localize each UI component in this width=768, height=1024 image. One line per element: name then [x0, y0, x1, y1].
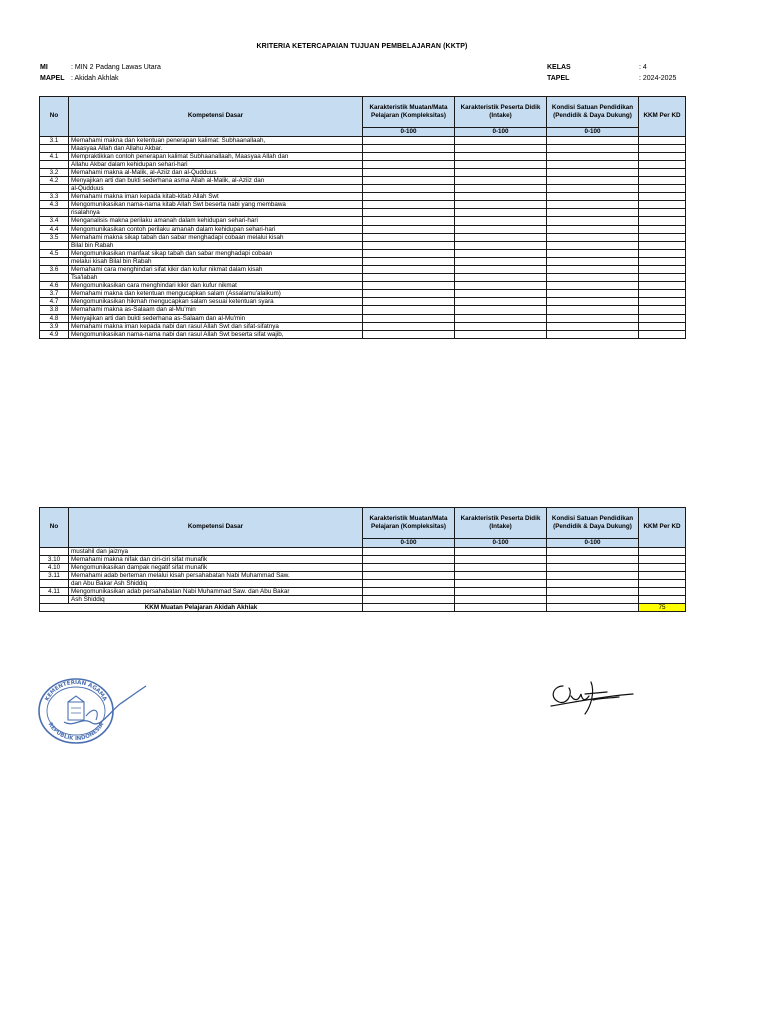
kd-text: Memahami makna sikap tabah dan sabar menghadapi cobaan melalui kisah [69, 233, 363, 241]
karakteristik-peserta-cell [455, 136, 547, 144]
kkm-cell [639, 233, 686, 241]
kkm-cell [639, 257, 686, 265]
kkm-cell [639, 201, 686, 209]
kd-text: Mengomunikasikan hikmah mengucapkan salam sesuai ketentuan syara [69, 298, 363, 306]
kondisi-satuan-cell [547, 306, 639, 314]
karakteristik-peserta-cell [455, 201, 547, 209]
kkm-cell [639, 596, 686, 604]
kd-number [40, 547, 69, 555]
kd-text: Memahami makna dan ketentuan mengucapkan salam (Assalamu'alaikum) [69, 290, 363, 298]
kondisi-satuan-cell [547, 571, 639, 579]
karakteristik-muatan-cell [363, 290, 455, 298]
table-row [40, 314, 686, 322]
table-row [40, 144, 686, 152]
meta-kelas [547, 63, 647, 73]
kd-number: 3.6 [40, 266, 69, 274]
table-row [40, 233, 686, 241]
kd-number [40, 209, 69, 217]
header-kompetensi-dasar: Kompetensi Dasar [69, 508, 363, 548]
table-row [40, 330, 686, 338]
karakteristik-peserta-cell [455, 249, 547, 257]
kd-text: Mengomunikasikan adab persahabatan Nabi Muhammad Saw. dan Abu Bakar [69, 587, 363, 595]
kd-text: Mengomunikasikan nama-nama nabi dan rasul Allah Swt beserta sifat wajib, [69, 330, 363, 338]
karakteristik-muatan-cell [363, 266, 455, 274]
kd-text: melalui kisah Bilal bin Rabah [69, 257, 363, 265]
karakteristik-muatan-cell [363, 555, 455, 563]
kkm-cell [639, 266, 686, 274]
header-kondisi-satuan: Kondisi Satuan Pendidikan (Pendidik & Daya Dukung) [547, 508, 639, 539]
karakteristik-peserta-cell [455, 176, 547, 184]
kd-text: Allahu Akbar dalam kehidupan sehari-hari [69, 160, 363, 168]
table-row [40, 257, 686, 265]
karakteristik-muatan-cell [363, 282, 455, 290]
header-karakteristik-muatan: Karakteristik Muatan/Mata Pelajaran (Kompleksitas) [363, 508, 455, 539]
table-row [40, 193, 686, 201]
table-row [40, 322, 686, 330]
table-row [40, 225, 686, 233]
kd-text: Maasyaa Allah dan Allahu Akbar. [69, 144, 363, 152]
kd-text: Mengomunikasikan cara menghindari kikir dan kufur nikmat [69, 282, 363, 290]
karakteristik-peserta-cell [455, 579, 547, 587]
header-no: No [40, 97, 69, 137]
karakteristik-peserta-cell [455, 274, 547, 282]
karakteristik-muatan-cell [363, 314, 455, 322]
kondisi-satuan-cell [547, 547, 639, 555]
kd-text: Memahami makna nifak dan ciri-ciri sifat munafik [69, 555, 363, 563]
header-karakteristik-peserta: Karakteristik Peserta Didik (Intake) [455, 97, 547, 128]
kondisi-satuan-cell [547, 298, 639, 306]
mi-value: : MIN 2 Padang Lawas Utara [71, 64, 161, 71]
karakteristik-muatan-cell [363, 241, 455, 249]
karakteristik-muatan-cell [363, 587, 455, 595]
table-row [40, 298, 686, 306]
meta-mi [40, 63, 161, 73]
tapel-label: TAPEL [547, 75, 570, 82]
kondisi-satuan-cell [547, 160, 639, 168]
kkm-cell [639, 555, 686, 563]
header-karakteristik-peserta: Karakteristik Peserta Didik (Intake) [455, 508, 547, 539]
kd-text: Menyajikan arti dan bukti sederhana as-Salaam dan al-Mu'min [69, 314, 363, 322]
kkm-cell [639, 571, 686, 579]
kd-number: 4.6 [40, 282, 69, 290]
karakteristik-muatan-cell [363, 579, 455, 587]
kd-number: 4.8 [40, 314, 69, 322]
table-row [40, 185, 686, 193]
kd-number [40, 257, 69, 265]
kd-number [40, 185, 69, 193]
table-row [40, 168, 686, 176]
kd-text: Menganalisis makna perilaku amanah dalam kehidupan sehari-hari [69, 217, 363, 225]
kd-number: 4.10 [40, 563, 69, 571]
karakteristik-peserta-cell [455, 160, 547, 168]
kkm-cell [639, 587, 686, 595]
meta-tapel [547, 74, 676, 84]
kd-number: 3.4 [40, 217, 69, 225]
header-range: 0-100 [363, 128, 455, 137]
kondisi-satuan-cell [547, 555, 639, 563]
karakteristik-peserta-cell [455, 322, 547, 330]
kd-text: al-Qudduus [69, 185, 363, 193]
kkm-cell [639, 274, 686, 282]
karakteristik-muatan-cell [363, 225, 455, 233]
mapel-value: : Akidah Akhlak [71, 75, 119, 82]
karakteristik-peserta-cell [455, 209, 547, 217]
karakteristik-peserta-cell [455, 225, 547, 233]
tapel-value: : 2024-2025 [639, 75, 677, 82]
header-kompetensi-dasar: Kompetensi Dasar [69, 97, 363, 137]
header-range: 0-100 [547, 539, 639, 548]
kondisi-satuan-cell [547, 322, 639, 330]
karakteristik-peserta-cell [455, 555, 547, 563]
header-range: 0-100 [455, 539, 547, 548]
kkm-cell [639, 225, 686, 233]
kd-number: 3.3 [40, 193, 69, 201]
karakteristik-muatan-cell [363, 160, 455, 168]
signature-icon [545, 672, 635, 722]
karakteristik-muatan-cell [363, 193, 455, 201]
table-row [40, 241, 686, 249]
total-row [40, 604, 686, 612]
kkm-cell [639, 241, 686, 249]
karakteristik-peserta-cell [455, 266, 547, 274]
header-kkm: KKM Per KD [639, 508, 686, 548]
table-row [40, 160, 686, 168]
kkm-total-value: 75 [639, 604, 686, 612]
table-row [40, 596, 686, 604]
karakteristik-muatan-cell [363, 233, 455, 241]
kd-text: mustahil dan jaiznya [69, 547, 363, 555]
kktp-table-1 [39, 96, 686, 339]
kd-number: 4.7 [40, 298, 69, 306]
karakteristik-muatan-cell [363, 257, 455, 265]
kkm-cell [639, 249, 686, 257]
karakteristik-muatan-cell [363, 322, 455, 330]
header-range: 0-100 [363, 539, 455, 548]
table-row [40, 209, 686, 217]
karakteristik-muatan-cell [363, 136, 455, 144]
kd-number: 4.1 [40, 152, 69, 160]
karakteristik-muatan-cell [363, 563, 455, 571]
table-row [40, 547, 686, 555]
karakteristik-peserta-cell [455, 563, 547, 571]
header-kondisi-satuan: Kondisi Satuan Pendidikan (Pendidik & Daya Dukung) [547, 97, 639, 128]
kd-number [40, 160, 69, 168]
kd-text: Mengomunikasikan contoh perilaku amanah dalam kehidupan sehari-hari [69, 225, 363, 233]
kd-number: 3.1 [40, 136, 69, 144]
kd-text: Mengomunikasikan manfaat sikap tabah dan sabar menghadapi cobaan [69, 249, 363, 257]
karakteristik-peserta-cell [455, 241, 547, 249]
kkm-cell [639, 185, 686, 193]
kkm-cell [639, 579, 686, 587]
kelas-label: KELAS [547, 64, 571, 71]
kd-text: Memahami makna al-Malik, al-Aziiz dan al-Qudduus [69, 168, 363, 176]
table-row [40, 217, 686, 225]
kkm-cell [639, 168, 686, 176]
kd-number: 3.2 [40, 168, 69, 176]
karakteristik-peserta-cell [455, 233, 547, 241]
kkm-cell [639, 176, 686, 184]
karakteristik-muatan-cell [363, 306, 455, 314]
table-row [40, 306, 686, 314]
kktp-table-2 [39, 507, 686, 612]
karakteristik-muatan-cell [363, 201, 455, 209]
header-range: 0-100 [547, 128, 639, 137]
kkm-cell [639, 322, 686, 330]
kd-text: Memahami cara menghindari sifat kikir dan kufur nikmat dalam kisah [69, 266, 363, 274]
kondisi-satuan-cell [547, 144, 639, 152]
kkm-cell [639, 330, 686, 338]
kondisi-satuan-cell [547, 596, 639, 604]
kondisi-satuan-cell [547, 136, 639, 144]
kd-text: Mengomunikasikan nama-nama kitab Allah Swt beserta nabi yang membawa [69, 201, 363, 209]
kkm-cell [639, 563, 686, 571]
kondisi-satuan-cell [547, 152, 639, 160]
kondisi-satuan-cell [547, 185, 639, 193]
kd-number: 4.11 [40, 587, 69, 595]
karakteristik-peserta-cell [455, 306, 547, 314]
kd-number: 4.3 [40, 201, 69, 209]
karakteristik-peserta-cell [455, 217, 547, 225]
kkm-cell [639, 160, 686, 168]
kelas-value: : 4 [639, 64, 647, 71]
kd-text: Mempraktikkan contoh penerapan kalimat Subhaanallaah, Maasyaa Allah dan [69, 152, 363, 160]
kkm-cell [639, 209, 686, 217]
kd-text: Memahami makna iman kepada nabi dan rasul Allah Swt dan sifat-sifatnya [69, 322, 363, 330]
karakteristik-peserta-cell [455, 571, 547, 579]
karakteristik-muatan-cell [363, 298, 455, 306]
kondisi-satuan-cell [547, 282, 639, 290]
table-row [40, 563, 686, 571]
kd-number: 4.5 [40, 249, 69, 257]
kd-text: risalahnya [69, 209, 363, 217]
table-row [40, 152, 686, 160]
karakteristik-muatan-cell [363, 596, 455, 604]
document-title: KRITERIA KETERCAPAIAN TUJUAN PEMBELAJARAN (KKTP) [256, 43, 468, 50]
header-karakteristik-muatan: Karakteristik Muatan/Mata Pelajaran (Kompleksitas) [363, 97, 455, 128]
karakteristik-peserta-cell [455, 185, 547, 193]
karakteristik-peserta-cell [455, 587, 547, 595]
kkm-cell [639, 217, 686, 225]
kd-number [40, 579, 69, 587]
kondisi-satuan-cell [547, 330, 639, 338]
svg-text:REPUBLIK INDONESIA: REPUBLIK INDONESIA [46, 721, 106, 743]
kkm-cell [639, 298, 686, 306]
kondisi-satuan-cell [547, 249, 639, 257]
table-row [40, 274, 686, 282]
table-row [40, 587, 686, 595]
empty-cell [547, 604, 639, 612]
empty-cell [455, 604, 547, 612]
karakteristik-peserta-cell [455, 547, 547, 555]
kd-number: 4.9 [40, 330, 69, 338]
table-row [40, 555, 686, 563]
meta-mapel [40, 74, 118, 84]
svg-text:KEMENTERIAN AGAMA: KEMENTERIAN AGAMA [44, 679, 108, 703]
table-2-body [40, 547, 686, 604]
karakteristik-muatan-cell [363, 217, 455, 225]
kd-number: 4.2 [40, 176, 69, 184]
header-range: 0-100 [455, 128, 547, 137]
kondisi-satuan-cell [547, 217, 639, 225]
kondisi-satuan-cell [547, 193, 639, 201]
official-stamp-icon [34, 676, 152, 746]
kondisi-satuan-cell [547, 579, 639, 587]
kkm-cell [639, 290, 686, 298]
kd-text: Memahami makna as-Salaam dan al-Mu'min [69, 306, 363, 314]
karakteristik-peserta-cell [455, 193, 547, 201]
kondisi-satuan-cell [547, 266, 639, 274]
kd-number [40, 144, 69, 152]
kondisi-satuan-cell [547, 290, 639, 298]
kd-number: 3.7 [40, 290, 69, 298]
karakteristik-muatan-cell [363, 209, 455, 217]
kkm-cell [639, 282, 686, 290]
kondisi-satuan-cell [547, 209, 639, 217]
kd-number: 4.4 [40, 225, 69, 233]
kkm-cell [639, 144, 686, 152]
kkm-cell [639, 193, 686, 201]
karakteristik-peserta-cell [455, 596, 547, 604]
table-row [40, 201, 686, 209]
kd-text: Memahami makna dan ketentuan penerapan kalimat: Subhaanallaah, [69, 136, 363, 144]
total-label: KKM Muatan Pelajaran Akidah Akhlak [40, 604, 363, 612]
kondisi-satuan-cell [547, 587, 639, 595]
kd-number [40, 274, 69, 282]
table-row [40, 282, 686, 290]
karakteristik-peserta-cell [455, 257, 547, 265]
karakteristik-peserta-cell [455, 314, 547, 322]
karakteristik-muatan-cell [363, 274, 455, 282]
karakteristik-muatan-cell [363, 144, 455, 152]
kondisi-satuan-cell [547, 274, 639, 282]
karakteristik-peserta-cell [455, 144, 547, 152]
karakteristik-peserta-cell [455, 290, 547, 298]
kondisi-satuan-cell [547, 563, 639, 571]
kd-number: 3.8 [40, 306, 69, 314]
kd-number: 3.11 [40, 571, 69, 579]
kd-number: 3.10 [40, 555, 69, 563]
table-row [40, 266, 686, 274]
header-no: No [40, 508, 69, 548]
karakteristik-muatan-cell [363, 571, 455, 579]
table-row [40, 579, 686, 587]
kondisi-satuan-cell [547, 201, 639, 209]
karakteristik-peserta-cell [455, 330, 547, 338]
kondisi-satuan-cell [547, 168, 639, 176]
kd-number [40, 241, 69, 249]
karakteristik-peserta-cell [455, 152, 547, 160]
kondisi-satuan-cell [547, 176, 639, 184]
karakteristik-peserta-cell [455, 298, 547, 306]
kd-number [40, 596, 69, 604]
table-row [40, 571, 686, 579]
header-kkm: KKM Per KD [639, 97, 686, 137]
table-row [40, 176, 686, 184]
kd-number: 3.5 [40, 233, 69, 241]
kondisi-satuan-cell [547, 257, 639, 265]
kd-text: Memahami adab berteman melalui kisah persahabatan Nabi Muhammad Saw. [69, 571, 363, 579]
empty-cell [363, 604, 455, 612]
karakteristik-muatan-cell [363, 176, 455, 184]
kkm-cell [639, 314, 686, 322]
kkm-cell [639, 306, 686, 314]
kkm-cell [639, 152, 686, 160]
kkm-cell [639, 547, 686, 555]
kd-text: dan Abu Bakar Ash Shiddiq [69, 579, 363, 587]
kd-text: Ash Shiddiq [69, 596, 363, 604]
kd-text: Menyajikan arti dan bukti sederhana asma Allah al-Malik, al-Aziiz dan [69, 176, 363, 184]
mapel-label: MAPEL [40, 75, 65, 82]
karakteristik-peserta-cell [455, 168, 547, 176]
karakteristik-muatan-cell [363, 249, 455, 257]
kondisi-satuan-cell [547, 314, 639, 322]
table-row [40, 136, 686, 144]
karakteristik-muatan-cell [363, 152, 455, 160]
table-row [40, 290, 686, 298]
kondisi-satuan-cell [547, 233, 639, 241]
kkm-cell [639, 136, 686, 144]
karakteristik-muatan-cell [363, 547, 455, 555]
kd-text: Tsa'labah [69, 274, 363, 282]
karakteristik-muatan-cell [363, 168, 455, 176]
kd-number: 3.9 [40, 322, 69, 330]
kondisi-satuan-cell [547, 241, 639, 249]
table-row [40, 249, 686, 257]
karakteristik-peserta-cell [455, 282, 547, 290]
karakteristik-muatan-cell [363, 330, 455, 338]
karakteristik-muatan-cell [363, 185, 455, 193]
kd-text: Bilal bin Rabah [69, 241, 363, 249]
mi-label: MI [40, 64, 48, 71]
kd-text: Mengomunikasikan dampak negatif sifat munafik [69, 563, 363, 571]
kd-text: Memahami makna iman kepada kitab-kitab Allah Swt [69, 193, 363, 201]
kondisi-satuan-cell [547, 225, 639, 233]
table-1-body [40, 136, 686, 338]
